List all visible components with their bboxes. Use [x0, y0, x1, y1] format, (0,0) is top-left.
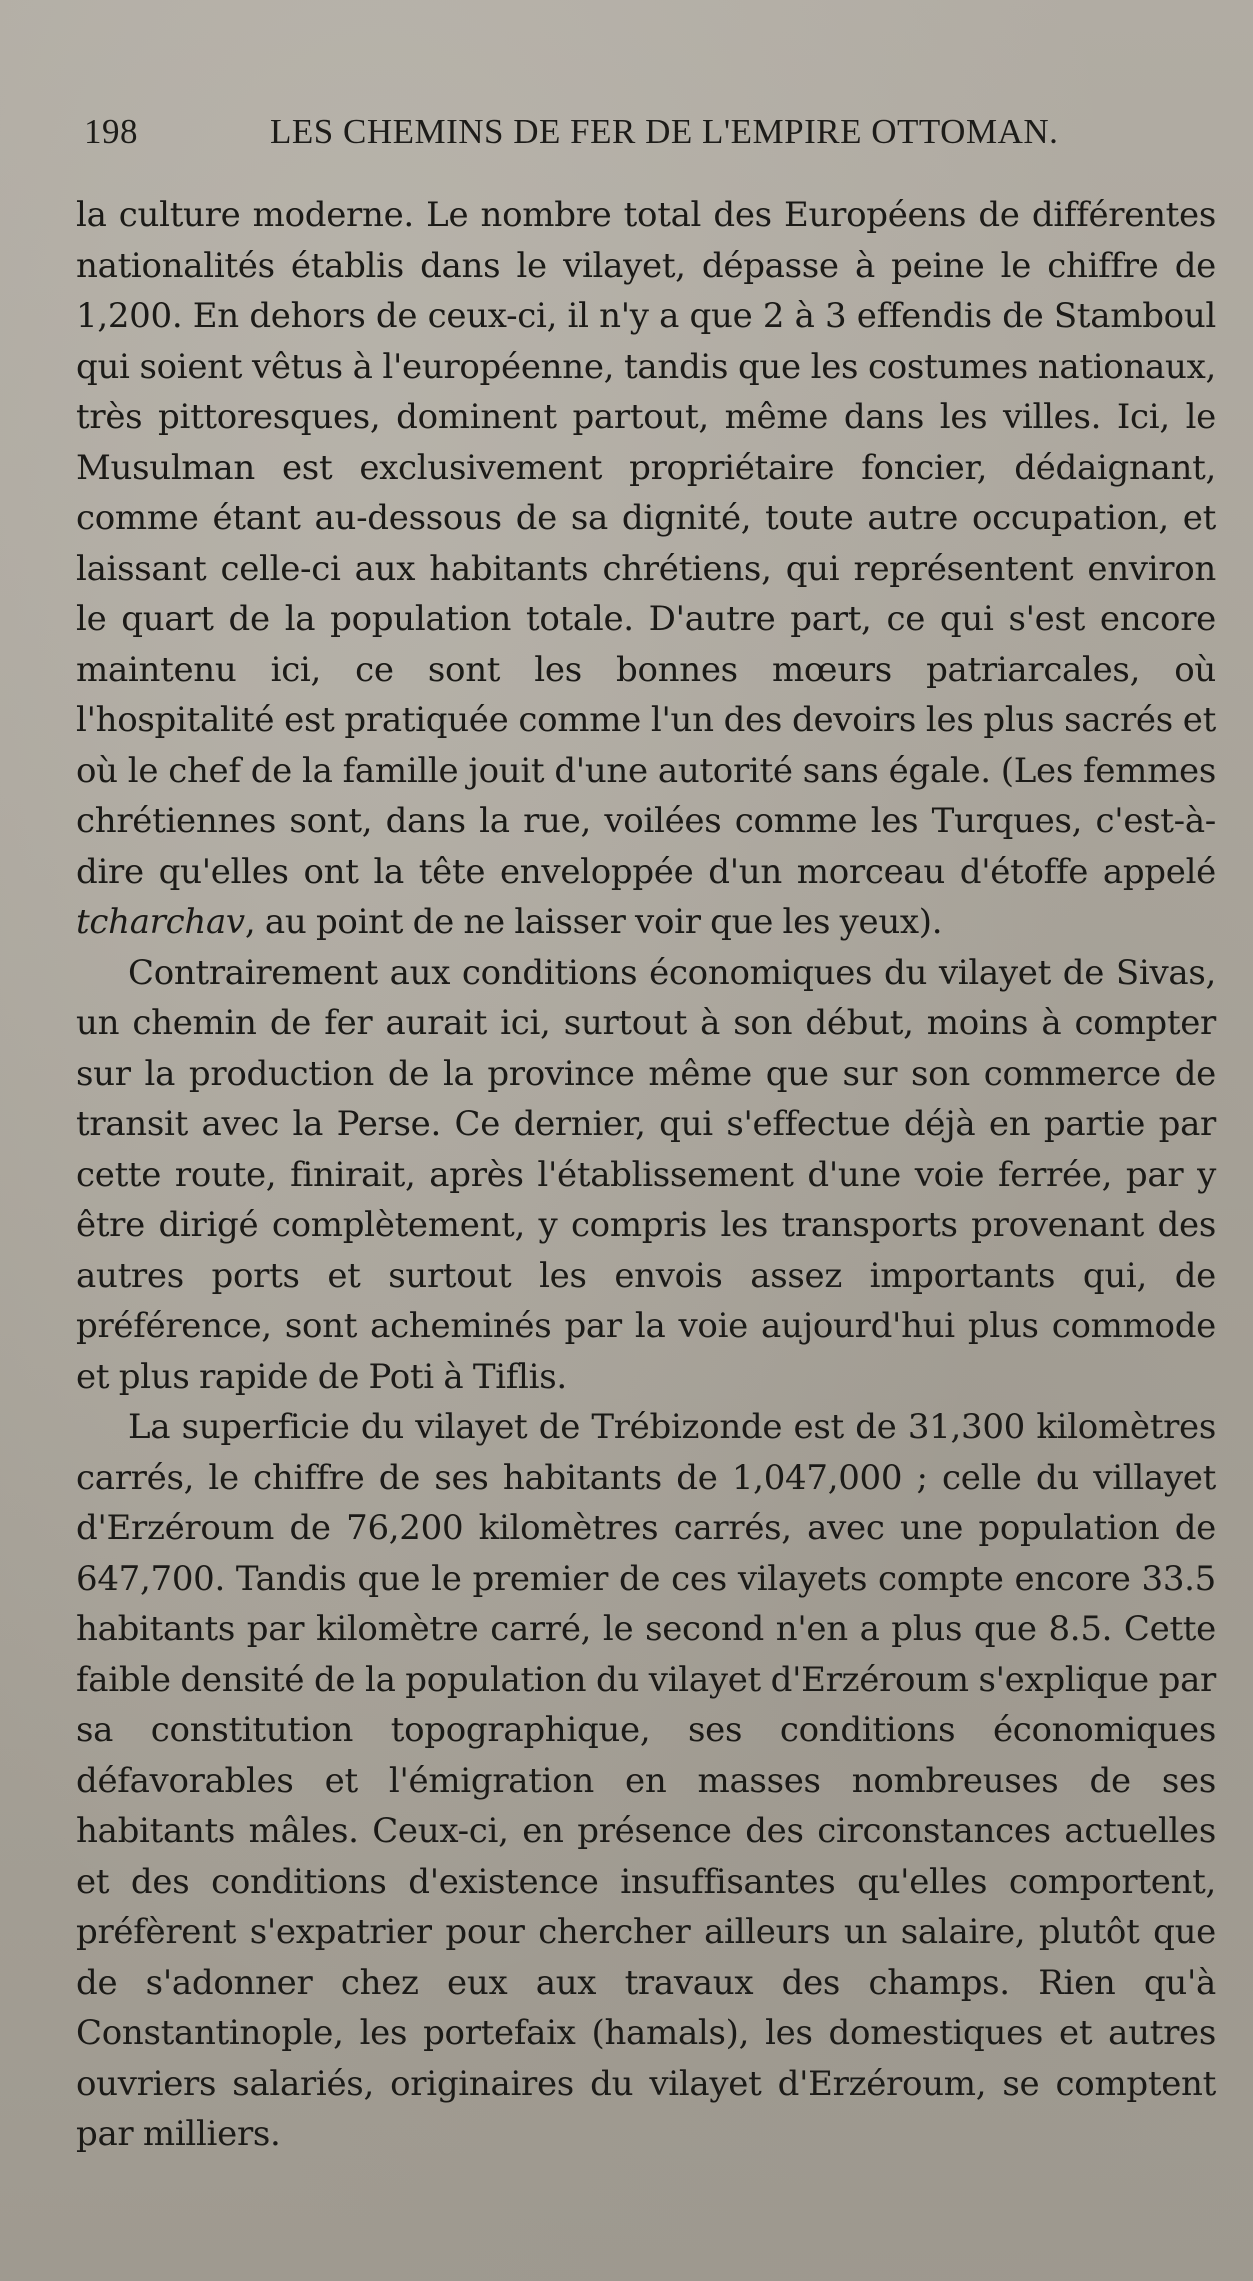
paragraph-1-text-a: la culture moderne. Le nombre total des Européens de différentes nationalités établis dans le vilayet, dépasse à peine le chiffre de 1,200. En dehors de ceux-ci, il n'y a que 2 à 3 effendis de Stamboul qui soient vêtus à l'européenne, tandis que les costumes nationaux, très pittoresques, dominent partout, même dans les villes. Ici, le Musulman est exclusivement propriétaire foncier, dédaignant, comme étant au-dessous de sa dignité, toute autre occupation, et laissant celle-ci aux habitants chrétiens, qui représentent environ le quart de la population totale. D'autre part, ce qui s'est encore maintenu ici, ce sont les bonnes mœurs patriarcales, où l'hospitalité est pratiquée comme l'un des devoirs les plus sacrés et où le chef de la famille jouit d'une autorité sans égale. (Les femmes chrétiennes sont, dans la rue, voilées comme les Turques, c'est-à-dire qu'elles ont la tête enveloppée d'un morceau d'étoffe appelé — [76, 195, 1216, 892]
paragraph-3: La superficie du vilayet de Trébizonde est de 31,300 kilomètres carrés, le chiffre de ses habitants de 1,047,000 ; celle du villayet d'Erzéroum de 76,200 kilomètres carrés, avec une population de 647,700. Tandis que le premier de ces vilayets compte encore 33.5 habitants par kilomètre carré, le second n'en a plus que 8.5. Cette faible densité de la population du vilayet d'Erzéroum s'explique par sa constitution topographique, ses conditions économiques défavorables et l'émigration en masses nombreuses de ses habitants mâles. Ceux-ci, en présence des circonstances actuelles et des conditions d'existence insuffisantes qu'elles comportent, préfèrent s'expatrier pour chercher ailleurs un salaire, plutôt que de s'adonner chez eux aux travaux des champs. Rien qu'à Constantinople, les portefaix (hamals), les domestiques et autres ouvriers salariés, originaires du vilayet d'Erzéroum, se comptent par milliers. — [76, 1407, 1216, 2154]
paragraph-2: Contrairement aux conditions économiques du vilayet de Sivas, un chemin de fer aurait ici, surtout à son début, moins à compter sur la production de la province même que sur son commerce de transit avec la Perse. Ce dernier, qui s'effectue déjà en partie par cette route, finirait, après l'établissement d'une voie ferrée, par y être dirigé complètement, y compris les transports provenant des autres ports et surtout les envois assez importants qui, de préférence, sont acheminés par la voie aujourd'hui plus commode et plus rapide de Poti à Tiflis. — [76, 952, 1216, 1397]
running-title: LES CHEMINS DE FER DE L'EMPIRE OTTOMAN. — [270, 112, 1059, 151]
paragraph-1 — [76, 190, 1216, 948]
italic-term: tcharchav — [76, 902, 245, 942]
body-text — [76, 190, 1216, 2154]
page-number: 198 — [84, 112, 138, 151]
paragraph-1-text-b: , au point de ne laisser voir que les yeux). — [244, 902, 943, 942]
running-head — [84, 112, 1194, 162]
